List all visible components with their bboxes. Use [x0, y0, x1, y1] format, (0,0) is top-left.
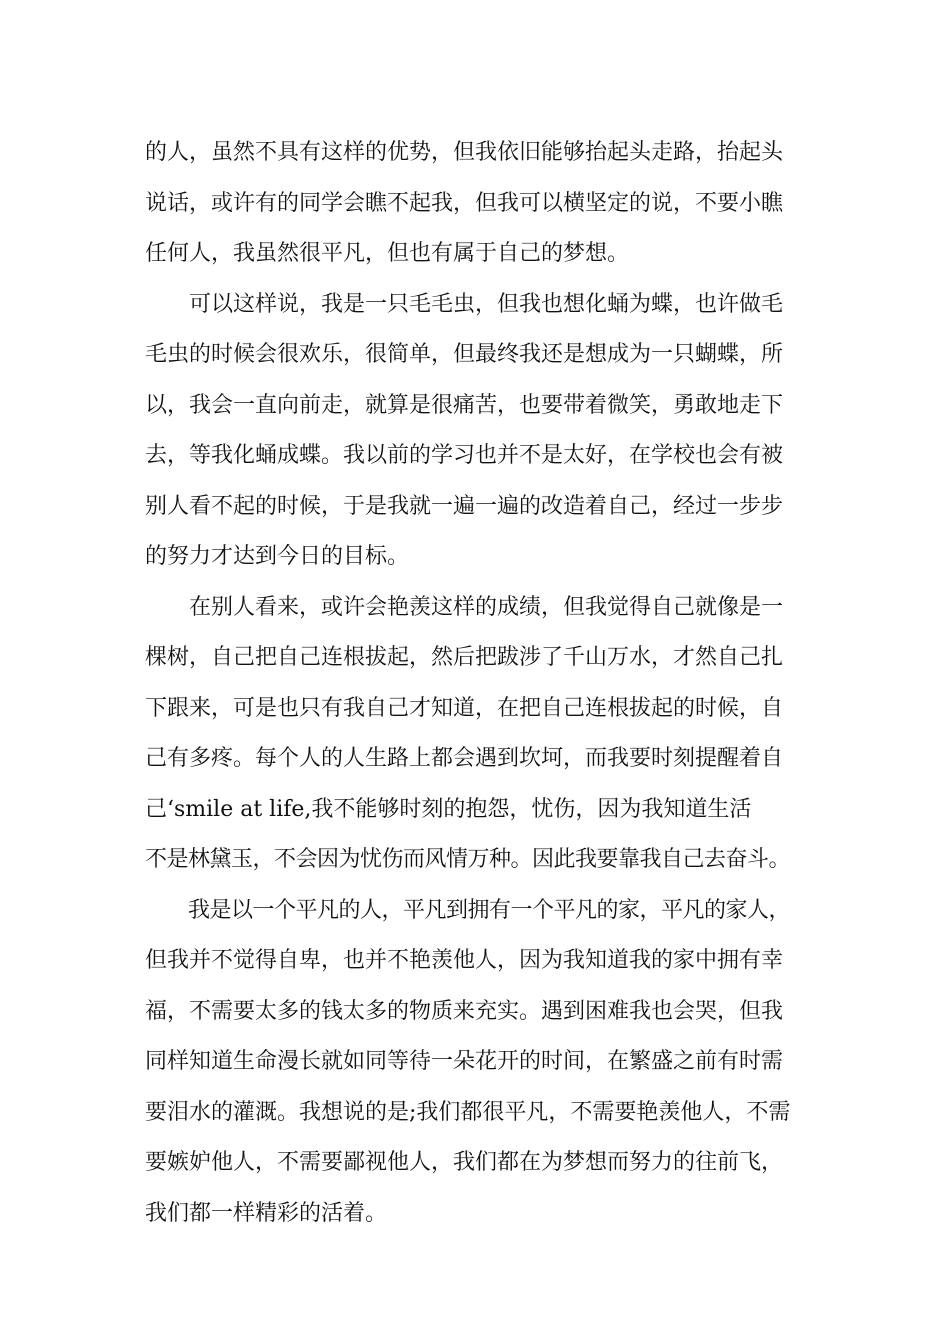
- text-line: 任何人，我虽然很平凡，但也有属于自己的梦想。: [145, 241, 630, 266]
- text-line: 别人看不起的时候，于是我就一遍一遍的改造着自己，经过一步步: [145, 493, 784, 519]
- text-line: 不是林黛玉，不会因为忧伤而风情万种。因此我要靠我自己去奋斗。: [145, 847, 791, 872]
- text-line: 的人，虽然不具有这样的优势，但我依旧能够抬起头走路，抬起头: [145, 140, 784, 165]
- text-line: 但我并不觉得自卑，也并不艳羡他人，因为我知道我的家中拥有幸: [145, 948, 784, 973]
- paragraph-start-line: 可以这样说，我是一只毛毛虫，但我也想化蛹为蝶，也许做毛: [145, 291, 784, 317]
- text-line: 要嫉妒他人，不需要鄙视他人，我们都在为梦想而努力的往前飞，: [145, 1150, 784, 1175]
- text-line: 以，我会一直向前走，就算是很痛苦，也要带着微笑，勇敢地走下: [145, 392, 784, 418]
- text-line: 我们都一样精彩的活着。: [145, 1200, 388, 1226]
- text-line: 己‘smile at life,我不能够时刻的抱怨，忧伤，因为我知道生活: [145, 796, 752, 822]
- body-text: [145, 128, 810, 1239]
- text-line: 福，不需要太多的钱太多的物质来充实。遇到困难我也会哭，但我: [145, 998, 784, 1024]
- paragraph-start-line: 我是以一个平凡的人，平凡到拥有一个平凡的家，平凡的家人，: [145, 897, 791, 923]
- text-line: 去，等我化蛹成蝶。我以前的学习也并不是太好，在学校也会有被: [145, 443, 784, 468]
- text-line: 下跟来，可是也只有我自己才知道，在把自己连根拔起的时候，自: [145, 695, 784, 721]
- text-line: 毛虫的时候会很欢乐，很简单，但最终我还是想成为一只蝴蝶，所: [145, 342, 784, 367]
- text-line: 说话，或许有的同学会瞧不起我，但我可以横坚定的说，不要小瞧: [145, 190, 784, 216]
- paragraph-start-line: 在别人看来，或许会艳羡这样的成绩，但我觉得自己就像是一: [145, 594, 784, 620]
- text-line: 的努力才达到今日的目标。: [145, 544, 410, 569]
- text-line: 己有多疼。每个人的人生路上都会遇到坎坷，而我要时刻提醒着自: [145, 746, 784, 771]
- text-line: 棵树，自己把自己连根拔起，然后把跋涉了千山万水，才然自己扎: [145, 645, 784, 670]
- text-line: 同样知道生命漫长就如同等待一朵花开的时间，在繁盛之前有时需: [145, 1049, 784, 1074]
- text-line: 要泪水的灌溉。我想说的是;我们都很平凡，不需要艳羡他人，不需: [145, 1099, 791, 1125]
